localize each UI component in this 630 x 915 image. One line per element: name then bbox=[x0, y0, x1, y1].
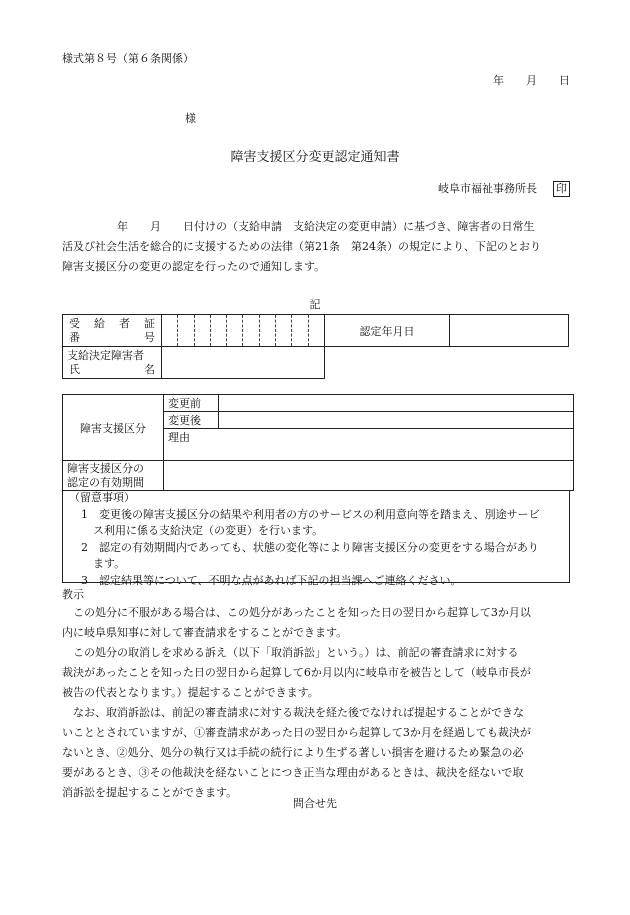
issuer-name: 岐阜市福祉事務所長 bbox=[438, 182, 537, 195]
notes-box bbox=[62, 490, 570, 587]
notes-heading: （留意事項） bbox=[69, 491, 135, 504]
note-line: ス利用に係る支給決定（の変更）を行います。 bbox=[93, 524, 324, 537]
recipient-number-field[interactable] bbox=[162, 315, 325, 347]
intro-line: 年 月 日付けの（支給申請 支給決定の変更申請）に基づき、障害者の日常生 bbox=[62, 220, 535, 233]
category-label: 障害支援区分 bbox=[63, 395, 164, 461]
note-line: 3 認定結果等について、不明な点があれば下記の担当課へご連絡ください。 bbox=[81, 573, 462, 587]
kyoji-line: 内に岐阜県知事に対して審査請求をすることができます。 bbox=[62, 626, 348, 639]
addressee-suffix: 様 bbox=[185, 112, 196, 125]
kyoji-heading: 教示 bbox=[62, 588, 84, 601]
kyoji-line: いこととされていますが、①審査請求があった日の翌日から起算して3か月を経過しても裁決が bbox=[62, 726, 531, 739]
intro-paragraph bbox=[62, 217, 570, 277]
kyoji-line: なお、取消訴訟は、前記の審査請求に対する裁決を経た後でなければ提起することができな bbox=[62, 706, 524, 719]
before-label: 変更前 bbox=[164, 395, 219, 412]
kyoji-paragraph bbox=[62, 603, 570, 803]
kyoji-line: 被告の代表となります。）提起することができます。 bbox=[62, 686, 319, 699]
validity-field[interactable] bbox=[164, 461, 574, 491]
before-field[interactable] bbox=[219, 395, 574, 412]
intro-line: 障害支援区分の変更の認定を行ったので通知します。 bbox=[62, 260, 326, 273]
decided-person-name-field[interactable] bbox=[162, 347, 325, 379]
decided-person-label: 支給決定障害者 氏 名 bbox=[63, 347, 162, 379]
kyoji-line: 要があるとき、③その他裁決を経ないことにつき正当な理由があるときは、裁決を経ないで取 bbox=[62, 766, 524, 779]
contact-label: 問合せ先 bbox=[293, 797, 337, 810]
validity-label: 障害支援区分の 認定の有効期間 bbox=[63, 461, 164, 491]
recipient-table bbox=[62, 314, 569, 379]
note-line: 2 認定の有効期間内であっても、状態の変化等により障害支援区分の変更をする場合があり bbox=[81, 540, 539, 554]
kyoji-line: ないとき、②処分、処分の執行又は手続の続行により生ずる著しい損害を避けるため緊急の必 bbox=[62, 746, 524, 759]
reason-label: 理由 bbox=[168, 431, 190, 444]
reason-field[interactable] bbox=[164, 429, 574, 461]
seal-mark: 印 bbox=[553, 181, 570, 197]
note-line: 1 変更後の障害支援区分の結果や利用者の方のサービスの利用意向等を踏まえ、別途サービ bbox=[81, 507, 540, 521]
kyoji-line: 消訴訟を提起することができます。 bbox=[62, 786, 238, 799]
kyoji-line: この処分の取消しを求める訴え（以下「取消訴訟」という。）は、前記の審査請求に対する bbox=[62, 646, 519, 659]
ki-heading: 記 bbox=[309, 298, 321, 311]
document-title: 障害支援区分変更認定通知書 bbox=[230, 150, 400, 165]
cert-date-label: 認定年月日 bbox=[325, 315, 450, 347]
after-label: 変更後 bbox=[164, 412, 219, 429]
kyoji-line: この処分に不服がある場合は、この処分があったことを知った日の翌日から起算して3か月以 bbox=[62, 606, 531, 619]
issuer-line bbox=[438, 180, 570, 197]
intro-line: 活及び社会生活を総合的に支援するための法律（第21条 第24条）の規定により、下記のとおり bbox=[62, 240, 541, 253]
note-line: ます。 bbox=[93, 557, 126, 570]
kyoji-line: 裁決があったことを知った日の翌日から起算して6か月以内に岐阜市を被告として（岐阜市長が bbox=[62, 666, 531, 679]
category-table bbox=[62, 394, 574, 491]
recipient-number-label: 受 給 者 証 番 号 bbox=[63, 315, 162, 347]
after-field[interactable] bbox=[219, 412, 574, 429]
issue-date: 年 月 日 bbox=[493, 74, 570, 87]
cert-date-field[interactable] bbox=[450, 315, 569, 347]
form-number-label: 様式第８号（第６条関係） bbox=[62, 52, 194, 65]
